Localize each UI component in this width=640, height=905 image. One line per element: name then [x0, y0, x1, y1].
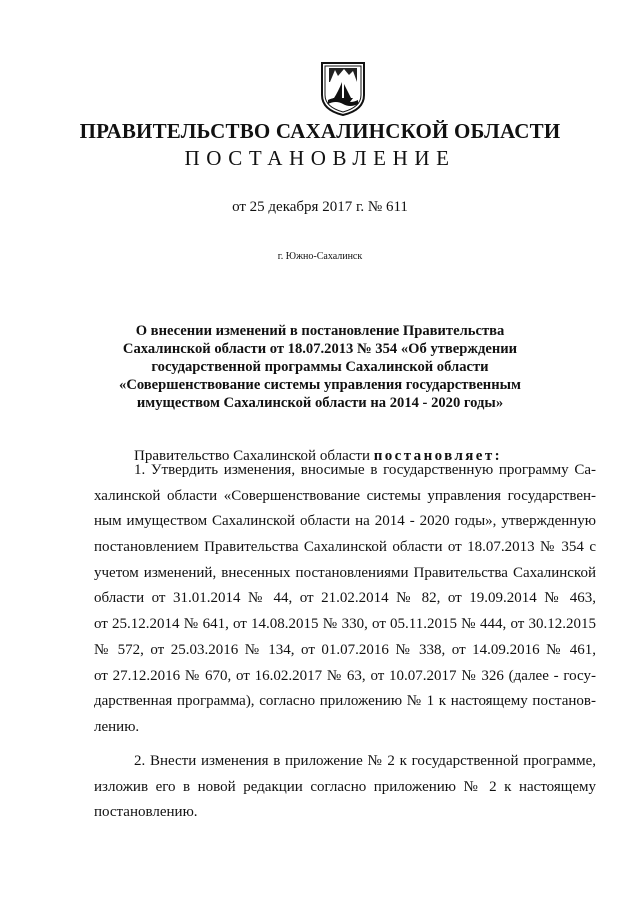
subject-line: имуществом Сахалинской области на 2014 - 2020 годы»: [136, 395, 504, 411]
subject-line: О внесении изменений в постановление Правительства: [135, 323, 505, 339]
paragraph-line: изложив его в новой редакции согласно приложению № 2 к настоящему: [94, 778, 596, 795]
document-type: ПОСТАНОВЛЕНИЕ: [184, 146, 456, 170]
document-city: г. Южно-Сахалинск: [277, 251, 363, 262]
paragraph-1: [94, 458, 596, 741]
subject-line: государственной программы Сахалинской области: [151, 359, 489, 375]
paragraph-line: ным имуществом Сахалинской области на 2014 - 2020 годы», утвержденную: [94, 513, 596, 530]
government-title: ПРАВИТЕЛЬСТВО САХАЛИНСКОЙ ОБЛАСТИ: [79, 119, 561, 143]
paragraph-line: 2. Внести изменения в приложение № 2 к государственной программе,: [134, 753, 596, 769]
paragraph-line: постановлением Правительства Сахалинской области от 18.07.2013 № 354 с: [94, 539, 596, 556]
paragraph-line: халинской области «Совершенствование системы управления государствен-: [94, 487, 596, 504]
intro-text: Правительство Сахалинской области: [134, 448, 374, 464]
document-date-number: от 25 декабря 2017 г. № 611: [232, 199, 408, 215]
paragraph-line: лению.: [94, 718, 140, 735]
subject-line: «Совершенствование системы управления государственным: [119, 377, 521, 393]
paragraph-line: от 25.12.2014 № 641, от 14.08.2015 № 330, от 05.11.2015 № 444, от 30.12.2015: [94, 616, 596, 633]
paragraph-line: 1. Утвердить изменения, вносимые в государственную программу Са-: [134, 462, 596, 478]
paragraph-line: № 572, от 25.03.2016 № 134, от 01.07.2016 № 338, от 14.09.2016 № 461,: [94, 641, 596, 658]
paragraph-line: от 27.12.2016 № 670, от 16.02.2017 № 63, от 10.07.2017 № 326 (далее - госу-: [94, 667, 596, 684]
paragraph-line: дарственная программа), согласно приложению № 1 к настоящему постанов-: [94, 693, 596, 710]
document-subject: [100, 322, 540, 412]
coat-of-arms-icon: [320, 62, 366, 116]
paragraph-line: учетом изменений, внесенных постановлениями Правительства Сахалинской: [94, 564, 596, 581]
subject-line: Сахалинской области от 18.07.2013 № 354 «Об утверждении: [122, 341, 518, 357]
paragraph-line: области от 31.01.2014 № 44, от 21.02.2014 № 82, от 19.09.2014 № 463,: [94, 590, 596, 607]
intro-emphasis: постановляет:: [373, 448, 503, 464]
paragraph-line: постановлению.: [94, 804, 198, 821]
paragraph-2: [94, 749, 596, 826]
